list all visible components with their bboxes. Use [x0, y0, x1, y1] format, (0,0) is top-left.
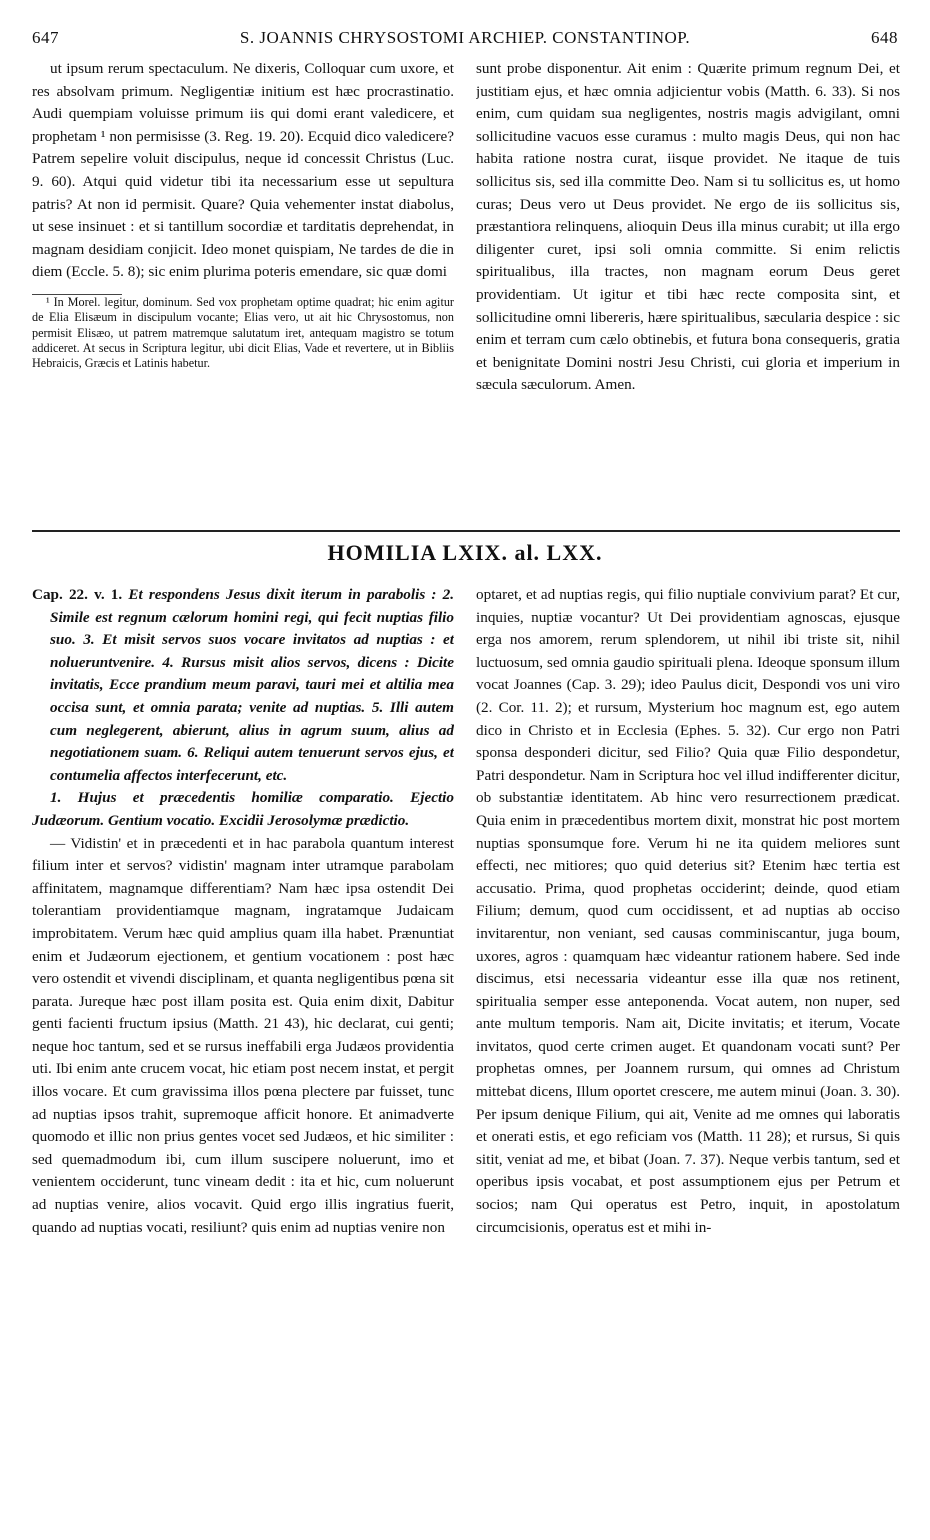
section-summary: 1. Hujus et præcedentis homiliæ comparatio. Ejectio Judæorum. Gentium vocatio. Excidii Jerosolymæ prædictio. — [32, 789, 454, 829]
top-left-text: ut ipsum rerum spectaculum. Ne dixeris, Colloquar cum uxore, et res absolvam primum. Negligentiæ initium est hæc procrastinatio. Audi quempiam voluisse primum iis qui domi erant valedicere, et prophetam ¹ non permisisse (3. Reg. 19. 20). Ecquid dico valedicere? Patrem sepelire voluit discipulus, neque id concessit Christus (Luc. 9. 60). Atqui quid videtur tibi ita necessarium esse ut sepultura patris? At non id permisit. Quare? Quia vehementer instat diabolus, ut sese insinuet : et si tantillum socordiæ et tarditatis deprehendat, in magnam desidiam conjicit. Ideo monet quispiam, Ne tardes de die in diem (Eccle. 5. 8); sic enim plurima poteris emendare, sic quæ domi — [32, 60, 454, 281]
chapter-label: Cap. 22. v. 1. — [32, 586, 123, 603]
top-right-text: sunt probe disponentur. Ait enim : Quærite primum regnum Dei, et justitiam ejus, et hæc omnia adjicientur vobis (Matth. 6. 33). Si nos enim, cum quidam sua negligentes, nostris magis advigilant, omni sollicitudine vacuos esse curamus : multo magis Deus, qui non hac habita ratione nostra curat, iisque providet. Ne itaque de tuis sollicitus sis, sed illa committe Deo. Nam si tu sollicitus es, ut homo curas; Deus vero ut Deus providet. Ne ergo de iis sollicitus sis, præstantiora relinquens, alioquin Deus illa minus curabit; ut illa ergo diligenter curet, ipsi soli omnia committe. Si enim relictis spiritualibus, illa tractes, non magnam eorum Deus geret providentiam. Ut igitur et tibi hæc recte composita sint, et sollicitudine omni libereris, hære spiritualibus, sæcularia despice : sic enim et terram cum cælo obtinebis, et futura bona consequeris, gratia et benignitate Domini nostri Jesu Christi, cui gloria et imperium in sæcula sæculorum. Amen. — [476, 60, 900, 394]
section-divider — [32, 530, 900, 532]
homily-left-column — [32, 584, 454, 1534]
homily-right-text: optaret, et ad nuptias regis, qui filio nuptiale convivium parat? Et cur, inquies, nuptiæ vocantur? Ut Dei providentiam agnoscas, ejusque erga nos amorem, rerum splendorem, ut nihil ibi triste sit, nihil luctuosum, sed omnia gaudio spirituali plena. Ideoque sponsum illum vocat Joannes (Cap. 3. 29); ideo Paulus dicit, Despondi vos uni viro (2. Cor. 11. 2); et rursum, Mysterium hoc magnum est, ego autem dico in Christo et in Ecclesia (Ephes. 5. 32). Cur ergo non Patri sponsa desponderi dicitur, sed Filio? Quia quæ Filio despondetur, Patri despondetur. Nam in Scriptura hoc vel illud indifferenter dicitur, ob substantiæ identitatem. Ab hinc vero resurrectionem prædicat. Quia enim in præcedentibus mortem dixit, monstrat hic post mortem nuptias sponsumque fore. Verum hi ne ita quidem meliores sunt effecti, nec mitiores; quo quid deterius sit? Etenim hæc tertia est accusatio. Prima, quod prophetas occiderint; deinde, quod etiam Filium; demum, quod cum occidissent, et ad nuptias ab occiso invitarentur, non veniant, sed causas comminiscantur, juga boum, uxores, agros : quamquam hæc videantur rationem habere. Sed inde discimus, etsi necessaria videantur esse illa quæ nos retinent, spiritualia semper esse anteponenda. Vocat autem, non nuper, sed ante multum temporis. Nam ait, Dicite invitatis; et iterum, Vocate invitatos, quod certe crimen auget. Et quandonam vocati sunt? Per prophetas omnes, per Joannem rursum, qui omnes ad Christum mittebat dicens, Illum oportet crescere, me autem minui (Joan. 3. 30). Per ipsum denique Filium, qui ait, Venite ad me omnes qui laboratis et onerati estis, et ego reficiam vos (Matth. 11 28); et rursus, Si quis sitit, veniat ad me, et bibat (Joan. 7. 37). Neque verbis tantum, sed et operibus ipsis vocabat, et post assumptionem ejus per Petrum et socios; nam Qui operatus est Petro, inquit, in apostolatum circumcisionis, operatus est et mihi in- — [476, 586, 900, 1236]
page-number-right: 648 — [871, 28, 898, 47]
scripture-text: Et respondens Jesus dixit iterum in parabolis : 2. Simile est regnum cælorum homini regi, qui fecit nuptias filio suo. 3. Et misit servos suos vocare invitatos ad nuptias : et nolueruntvenire. 4. Rursus misit alios servos, dicens : Dicite invitatis, Ecce prandium meum paravi, tauri mei et altilia mea occisa sunt, et omnia parata; venite ad nuptias. 5. Illi autem cum neglegerent, abierunt, alius in agrum suum, alius ad negotiationem suam. 6. Reliqui autem tenuerunt servos ejus, et contumelia affectos interfecerunt, etc. — [50, 586, 454, 784]
top-left-column — [32, 58, 454, 528]
running-head — [32, 26, 898, 50]
footnote: ¹ In Morel. legitur, dominum. Sed vox prophetam optime quadrat; hic enim agitur de Elia Elisæum in discipulum vocante; Elias vero, ut ait hic Chrysostomus, non permisit Elisæo, ut patrem matremque salutatum iret, antequam magistro se totum addiceret. At secus in Scriptura legitur, ubi dicit Elias, Vade et revertere, ut in Bibliis Hebraicis, Græcis et Latinis habetur. — [32, 294, 454, 371]
scripture-passage — [32, 584, 454, 787]
running-title: S. JOANNIS CHRYSOSTOMI ARCHIEP. CONSTANTINOP. — [239, 28, 691, 47]
homily-title: HOMILIA LXIX. al. LXX. — [327, 540, 603, 565]
page-number-left: 647 — [32, 28, 59, 47]
top-right-column — [476, 58, 900, 528]
homily-right-column — [476, 584, 900, 1534]
homily-left-text: — Vidistin' et in præcedenti et in hac parabola quantum interest filium inter et servos? vidistin' magnam inter utramque parabolam affinitatem, magnamque differentiam? Nam hæc ipsa ostendit Dei tolerantiam providentiamque magnam, ingratamque Judaicam improbitatem. Verum hæc quid amplius quam illa habet. Prænuntiat enim et Judæorum ejectionem, et gentium vocationem : post hæc vero ostendit et vivendi disciplinam, et quanta negligentibus pœna sit parata. Jureque hæc post illam posita est. Quia enim dixit, Dabitur genti facienti fructum ipsius (Matth. 21 43), hic declarat, cui genti; neque hoc tantum, sed et se rursus ineffabili erga Judæos providentia uti. Ibi enim ante crucem vocat, hic etiam post necem instat, et pergit illos vocare. Et cum gravissima illos pœna plectere par fuisset, tunc ad nuptias ipsos trahit, supremoque afficit honore. Et animadverte quomodo et illic non prius gentes vocet sed Judæos, et hic similiter : sed quemadmodum ibi, cum illum suscipere noluerunt, imo et venientem occiderunt, tunc vineam dedit : ita et hic, cum noluerunt ad nuptias venire, alios vocavit. Quid ergo illis ingratius fuerit, quando ad nuptias vocati, resiliunt? quis enim ad nuptias venire non — [32, 834, 454, 1236]
